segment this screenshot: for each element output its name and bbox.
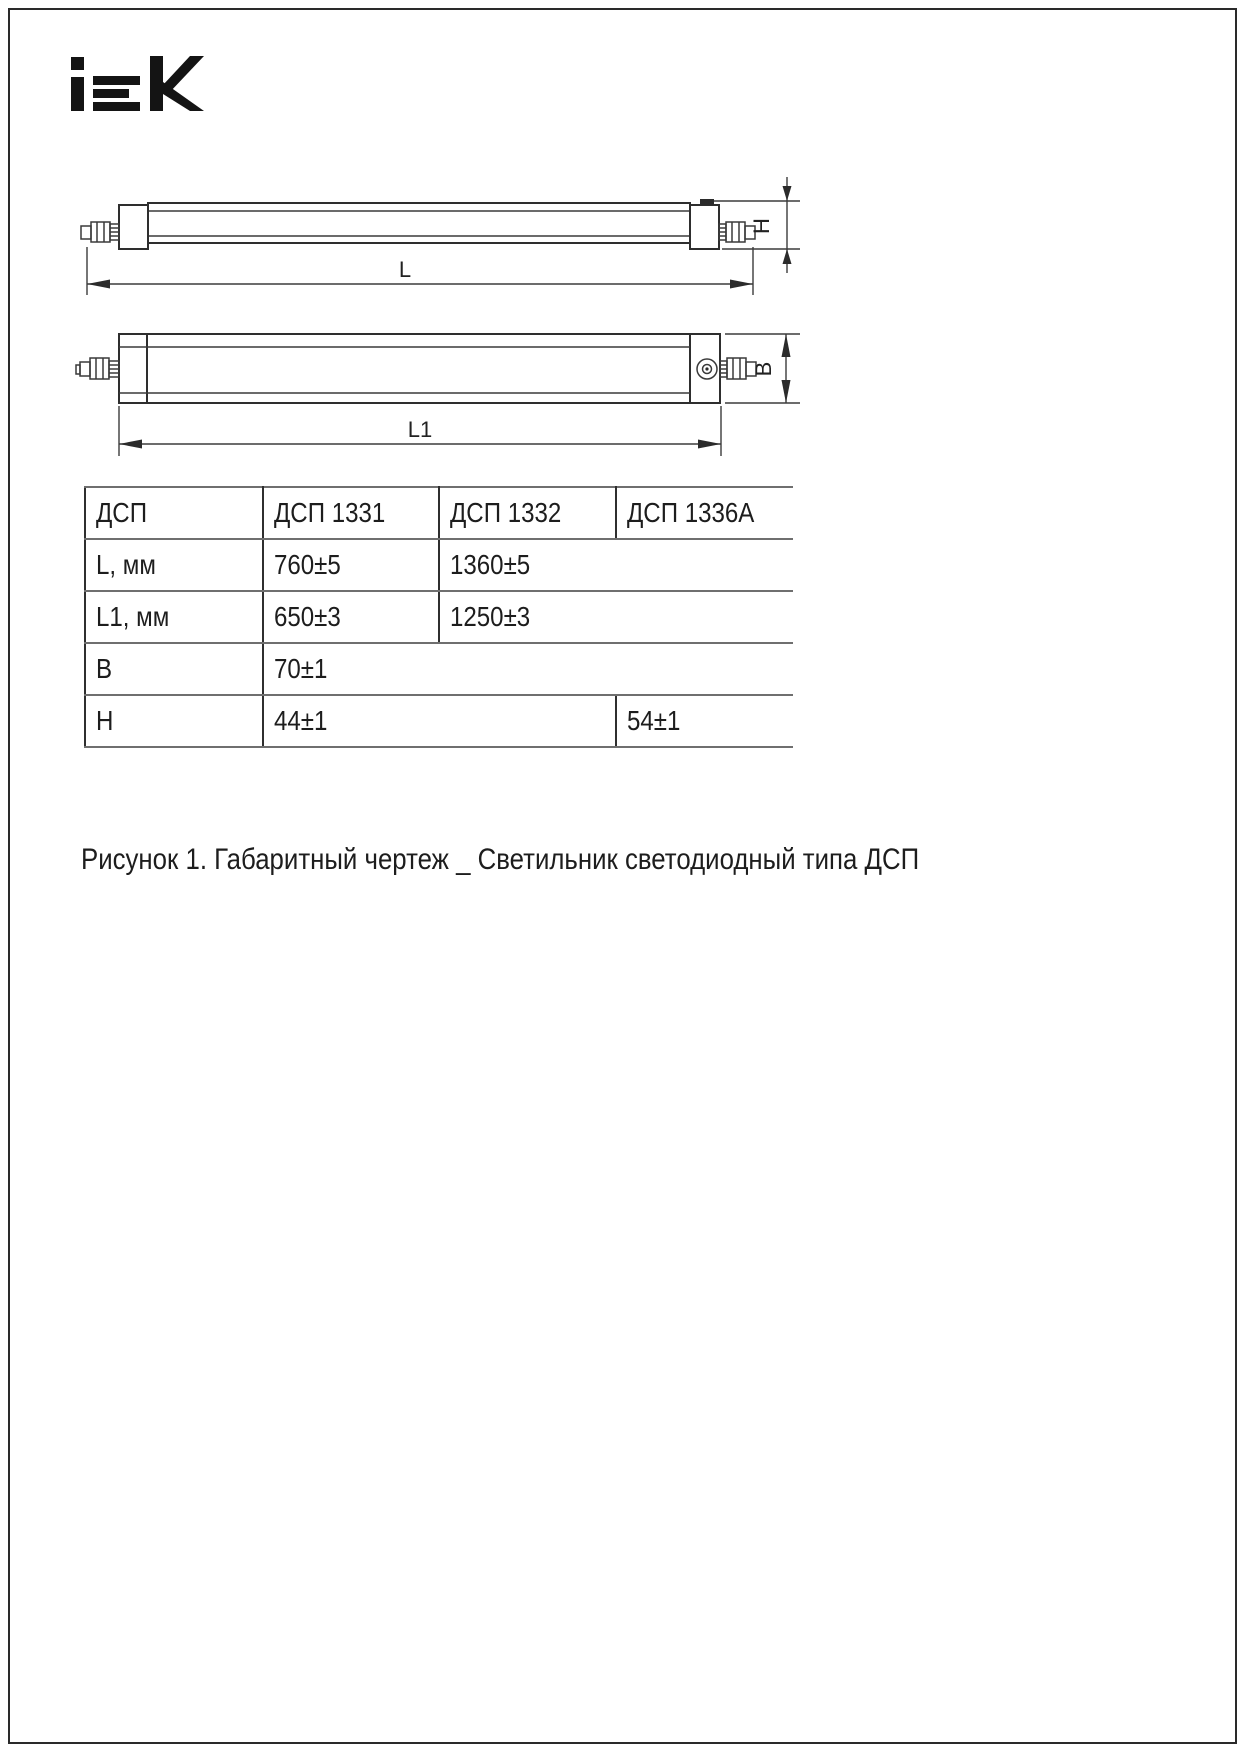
table-cell-text: 760±5 — [274, 549, 341, 580]
table-cell-text: L1, мм — [96, 601, 170, 632]
iek-logo — [70, 56, 205, 118]
table-row — [85, 591, 793, 643]
dimension-L1 — [119, 406, 721, 456]
table-header-cell-r0-c3 — [616, 487, 793, 539]
logo-k-lower-arm — [163, 82, 204, 111]
table-cell-text: ДСП 1336А — [627, 497, 755, 528]
top-view-drawing — [76, 334, 800, 456]
dimension-L — [87, 247, 753, 295]
table-cell-r2-c2 — [439, 591, 793, 643]
table-cell-text: 1250±3 — [450, 601, 531, 632]
side-top-plug — [700, 199, 714, 205]
table-cell-text: ДСП 1332 — [450, 497, 562, 528]
logo-i-stem — [71, 77, 84, 111]
side-right-endcap — [690, 205, 719, 249]
table-cell-r1-c2 — [439, 539, 793, 591]
table-cell-text: 44±1 — [274, 705, 328, 736]
side-body — [148, 203, 690, 243]
table-header-cell-r0-c0 — [85, 487, 263, 539]
dimension-B — [725, 334, 800, 403]
table-cell-r3-c1 — [263, 643, 793, 695]
table-cell-r2-c0 — [85, 591, 263, 643]
dimension-H — [714, 177, 800, 273]
endcap-screw — [697, 359, 717, 379]
figure-caption — [81, 843, 1056, 877]
side-left-cable-gland — [81, 222, 119, 242]
table-row — [85, 539, 793, 591]
table-cell-r2-c1 — [263, 591, 439, 643]
dimensions-table — [84, 486, 793, 748]
table-header-row — [85, 487, 793, 539]
table-row — [85, 695, 793, 747]
table-header-cell-r0-c2 — [439, 487, 616, 539]
dimension-label-B: B — [751, 361, 776, 377]
top-left-cable-gland — [76, 358, 119, 379]
table-cell-text: 1360±5 — [450, 549, 531, 580]
table-cell-r4-c1 — [263, 695, 616, 747]
table-cell-text: L, мм — [96, 549, 156, 580]
table-header-cell-r0-c1 — [263, 487, 439, 539]
logo-e-top-bar — [93, 76, 140, 85]
logo-k-stem — [150, 56, 163, 111]
table-cell-text: H — [96, 705, 114, 736]
dimension-label-H: H — [749, 218, 774, 234]
table-cell-r1-c0 — [85, 539, 263, 591]
logo-e-bottom-bar — [93, 102, 140, 111]
table-cell-text: ДСП 1331 — [274, 497, 386, 528]
table-cell-text: B — [96, 653, 113, 684]
table-cell-text: 54±1 — [627, 705, 681, 736]
table-cell-r4-c2 — [616, 695, 793, 747]
table-cell-r3-c0 — [85, 643, 263, 695]
dimension-label-L1: L1 — [407, 417, 433, 442]
table-cell-r4-c0 — [85, 695, 263, 747]
logo-i-dot — [71, 57, 84, 70]
table-row — [85, 643, 793, 695]
figure-caption-text: Рисунок 1. Габаритный чертеж _ Светильник светодиодный типа ДСП — [81, 843, 920, 876]
side-view-drawing — [81, 177, 800, 295]
table-cell-r1-c1 — [263, 539, 439, 591]
table-body — [85, 487, 793, 747]
table-cell-text: 70±1 — [274, 653, 328, 684]
dimension-label-L: L — [398, 257, 412, 282]
table-cell-text: ДСП — [96, 497, 148, 528]
side-left-endcap — [119, 205, 148, 249]
table-cell-text: 650±3 — [274, 601, 341, 632]
logo-e-mid-bar — [93, 89, 129, 98]
dimensional-drawing — [60, 150, 820, 470]
